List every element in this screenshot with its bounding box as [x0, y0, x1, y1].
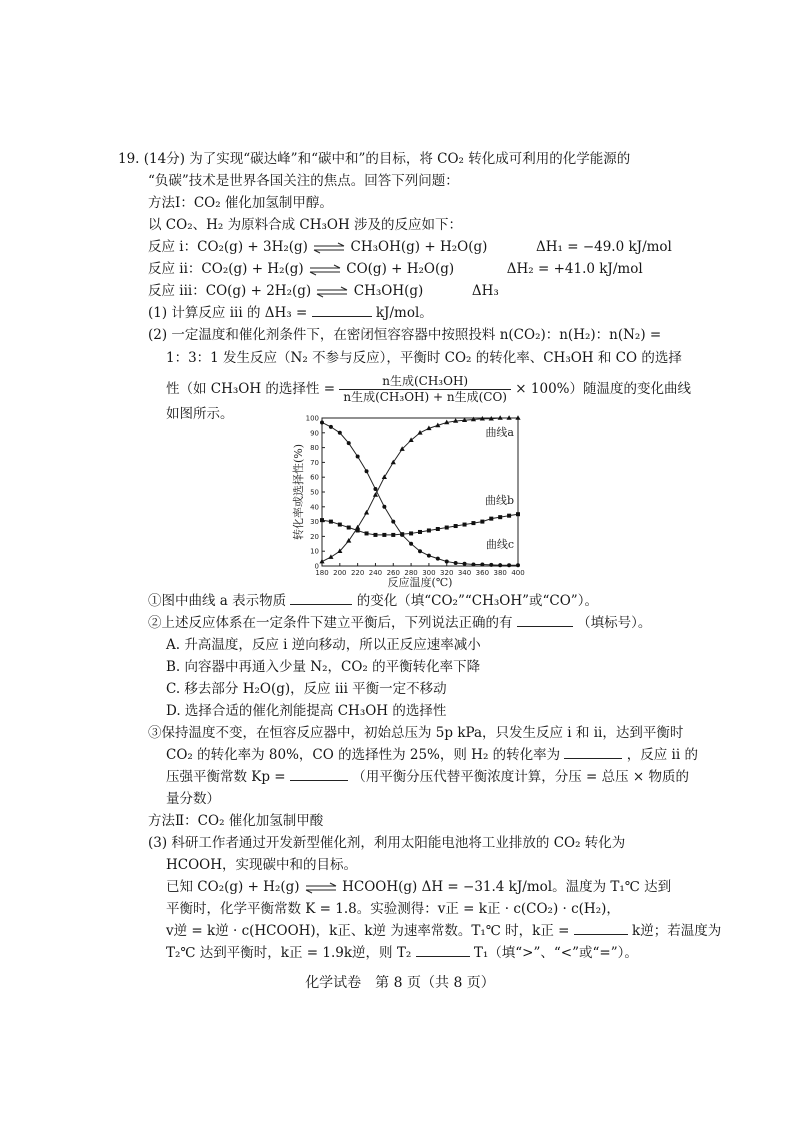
- series-label: 曲线a: [485, 425, 514, 439]
- data-point: [418, 549, 422, 553]
- data-point: [373, 533, 377, 537]
- data-point: [338, 431, 342, 435]
- data-point: [320, 420, 324, 424]
- answer-blank[interactable]: [290, 604, 352, 605]
- x-tick-label: 260: [386, 569, 400, 577]
- data-point: [463, 562, 467, 566]
- x-tick-label: 200: [333, 569, 347, 577]
- question-3-line4: 平衡时，化学平衡常数 K = 1.8。实验测得：v正 = k正 · c(CO₂) · c(H₂)，: [166, 901, 620, 917]
- data-point: [489, 517, 493, 521]
- y-tick-label: 100: [305, 414, 319, 423]
- equilibrium-arrow-icon: [312, 242, 346, 254]
- data-point: [463, 523, 467, 527]
- option-b: B. 向容器中再通入少量 N₂，CO₂ 的平衡转化率下降: [166, 659, 481, 675]
- data-point: [347, 526, 351, 530]
- option-c: C. 移去部分 H₂O(g)，反应 iii 平衡一定不移动: [166, 681, 447, 697]
- data-point: [320, 518, 324, 522]
- y-tick-label: 10: [310, 547, 319, 556]
- answer-blank[interactable]: [290, 780, 348, 781]
- x-axis-label: 反应温度(℃): [387, 576, 453, 589]
- reaction-1: [148, 238, 672, 256]
- rate-constant-text: v逆 = k逆 · c(HCOOH)，k正、k逆 为速率常数。T₁℃ 时，k正 =: [166, 923, 570, 939]
- data-point: [471, 521, 475, 525]
- data-point: [338, 523, 342, 527]
- data-point: [516, 512, 520, 516]
- y-tick-label: 0: [314, 562, 319, 571]
- question-1-text: (1) 计算反应 iii 的 ΔH₃ =: [148, 305, 308, 321]
- data-point: [516, 563, 520, 567]
- selectivity-definition-label: 性（如 CH₃OH 的选择性 =: [166, 381, 336, 397]
- y-tick-label: 30: [310, 518, 319, 527]
- answer-blank[interactable]: [517, 626, 573, 627]
- question-2-line1: (2) 一定温度和催化剂条件下，在密闭恒容容器中按照投料 n(CO₂)：n(H₂)：n(N₂) =: [148, 327, 662, 343]
- data-point: [427, 528, 431, 532]
- answer-blank[interactable]: [312, 316, 372, 317]
- data-point: [365, 531, 369, 535]
- temperature-compare-tail: T₁（填“>”、“<”或“=”）。: [473, 945, 638, 961]
- data-point: [436, 527, 440, 531]
- question-3-line2: HCOOH，实现碳中和的目标。: [166, 857, 358, 873]
- data-point: [489, 563, 493, 567]
- equilibrium-arrow-icon: [308, 264, 342, 276]
- x-tick-label: 280: [404, 569, 418, 577]
- option-d: D. 选择合适的催化剂能提高 CH₃OH 的选择性: [166, 703, 447, 719]
- data-point: [471, 563, 475, 567]
- data-point: [356, 528, 360, 532]
- data-point: [436, 557, 440, 561]
- reaction-3-lhs: 反应 iii：CO(g) + 2H₂(g): [148, 283, 312, 299]
- y-tick-label: 90: [310, 429, 319, 438]
- data-point: [454, 524, 458, 528]
- x-tick-label: 340: [457, 569, 472, 577]
- subquestion-3-tail: ，反应 ii 的: [626, 747, 698, 763]
- reaction-1-enthalpy: ΔH₁ = −49.0 kJ/mol: [535, 239, 672, 255]
- reaction-1-rhs: CH₃OH(g) + H₂O(g): [350, 239, 488, 255]
- data-point: [498, 515, 502, 519]
- option-a: A. 升高温度，反应 i 逆向移动，所以正反应速率减小: [166, 637, 481, 653]
- y-tick-label: 60: [310, 473, 319, 482]
- data-point: [454, 561, 458, 565]
- reactions-intro: 以 CO₂、H₂ 为原料合成 CH₃OH 涉及的反应如下：: [148, 217, 463, 233]
- data-point: [498, 563, 502, 567]
- subquestion-2: [148, 614, 651, 632]
- question-intro-line1: 19. (14分) 为了实现“碳达峰”和“碳中和”的目标，将 CO₂ 转化成可利用的化学能源的: [118, 151, 631, 167]
- series-label: 曲线b: [484, 493, 514, 507]
- subquestion-1: [148, 592, 598, 610]
- x-tick-label: 320: [440, 569, 454, 577]
- question-2-line4: 如图所示。: [166, 406, 234, 422]
- conversion-selectivity-chart: [290, 410, 530, 590]
- equilibrium-arrow-icon: [304, 882, 338, 894]
- y-tick-label: 40: [310, 503, 319, 512]
- question-3-line5: [166, 922, 721, 940]
- data-point: [427, 554, 431, 558]
- y-tick-label: 20: [310, 532, 319, 541]
- answer-blank[interactable]: [416, 956, 470, 957]
- data-point: [382, 533, 386, 537]
- reaction-2-enthalpy: ΔH₂ = +41.0 kJ/mol: [506, 261, 643, 277]
- data-point: [480, 563, 484, 567]
- x-tick-label: 360: [475, 569, 490, 577]
- data-point: [328, 554, 333, 559]
- subquestion-2-text: ②上述反应体系在一定条件下建立平衡后，下列说法正确的有: [148, 615, 513, 631]
- data-point: [356, 454, 360, 458]
- reaction-2: [148, 260, 643, 278]
- data-point: [364, 510, 369, 515]
- subquestion-3-line2: [166, 746, 698, 764]
- x-tick-label: 400: [511, 569, 525, 577]
- data-point: [347, 441, 351, 445]
- data-point: [373, 487, 377, 491]
- reaction-3: [148, 282, 499, 300]
- kp-note: （用平衡分压代替平衡浓度计算，分压 = 总压 × 物质的: [352, 769, 690, 785]
- question-intro-line2: “负碳”技术是世界各国关注的焦点。回答下列问题：: [148, 173, 459, 189]
- question-3-line1: (3) 科研工作者通过开发新型催化剂，利用太阳能电池将工业排放的 CO₂ 转化为: [148, 835, 626, 851]
- subquestion-3-line1: ③保持温度不变，在恒容反应器中，初始总压为 5p kPa，只发生反应 i 和 ii，达到平衡时: [148, 725, 684, 741]
- y-tick-label: 80: [310, 444, 319, 453]
- reaction-2-lhs: 反应 ii：CO₂(g) + H₂(g): [148, 261, 304, 277]
- subquestion-3-text: CO₂ 的转化率为 80%，CO 的选择性为 25%，则 H₂ 的转化率为: [166, 747, 561, 763]
- data-point: [445, 560, 449, 564]
- x-tick-label: 380: [493, 569, 507, 577]
- selectivity-definition-tail: × 100%）随温度的变化曲线: [515, 381, 691, 397]
- series-label: 曲线c: [485, 538, 514, 552]
- data-point: [365, 469, 369, 473]
- y-axis-label: 转化率或选择性(%): [292, 443, 305, 541]
- question-1-unit: kJ/mol。: [375, 305, 433, 321]
- question-1: [148, 304, 433, 322]
- data-point: [480, 520, 484, 524]
- data-point: [329, 520, 333, 524]
- temperature-compare-text: T₂℃ 达到平衡时，k正 = 1.9k逆，则 T₂: [166, 945, 412, 961]
- reaction-1-lhs: 反应 i：CO₂(g) + 3H₂(g): [148, 239, 308, 255]
- x-tick-label: 240: [368, 569, 383, 577]
- y-tick-label: 50: [310, 488, 319, 497]
- reaction-4-lhs: 已知 CO₂(g) + H₂(g): [166, 879, 300, 895]
- data-point: [418, 530, 422, 534]
- subquestion-1-tail: 的变化（填“CO₂”“CH₃OH”或“CO”）。: [356, 593, 598, 609]
- fraction-numerator: n生成(CH₃OH): [339, 374, 511, 390]
- subquestion-3-line3: [166, 768, 689, 786]
- question-3-line3: [166, 878, 671, 896]
- data-point: [382, 505, 386, 509]
- x-tick-label: 300: [422, 569, 436, 577]
- subquestion-1-text: ①图中曲线 a 表示物质: [148, 593, 287, 609]
- x-tick-label: 220: [350, 569, 365, 577]
- data-point: [409, 531, 413, 535]
- fraction-denominator: n生成(CH₃OH) + n生成(CO): [343, 390, 507, 404]
- y-tick-label: 70: [310, 458, 319, 467]
- data-point: [409, 542, 413, 546]
- data-point: [391, 520, 395, 524]
- data-point: [329, 425, 333, 429]
- data-point: [400, 533, 404, 537]
- page-footer: 化学试卷 第 8 页（共 8 页）: [305, 975, 495, 991]
- x-tick-label: 180: [315, 569, 329, 577]
- equilibrium-arrow-icon: [315, 286, 349, 298]
- data-point: [391, 533, 395, 537]
- reaction-3-rhs: CH₃OH(g): [353, 283, 424, 299]
- question-2-line2: 1：3：1 发生反应（N₂ 不参与反应），平衡时 CO₂ 的转化率、CH₃OH 和 CO 的选择: [166, 350, 682, 366]
- answer-blank[interactable]: [564, 758, 622, 759]
- kp-label: 压强平衡常数 Kp =: [166, 769, 286, 785]
- data-point: [507, 514, 511, 518]
- question-3-line6: [166, 944, 638, 962]
- reaction-2-rhs: CO(g) + H₂O(g): [346, 261, 455, 277]
- subquestion-3-line4: 量分数）: [166, 791, 220, 807]
- reaction-4-rhs: HCOOH(g) ΔH = −31.4 kJ/mol。温度为 T₁℃ 达到: [342, 879, 672, 895]
- question-2-line3: [166, 372, 691, 406]
- subquestion-2-tail: （填标号）。: [577, 615, 652, 631]
- selectivity-fraction: [339, 374, 511, 405]
- data-point: [507, 563, 511, 567]
- answer-blank[interactable]: [574, 934, 628, 935]
- data-point: [445, 526, 449, 530]
- rate-constant-tail: k逆；若温度为: [632, 923, 722, 939]
- method2-heading: 方法Ⅱ：CO₂ 催化加氢制甲酸: [148, 813, 324, 829]
- method1-heading: 方法Ⅰ：CO₂ 催化加氢制甲醇。: [148, 195, 333, 211]
- reaction-3-enthalpy: ΔH₃: [471, 283, 499, 299]
